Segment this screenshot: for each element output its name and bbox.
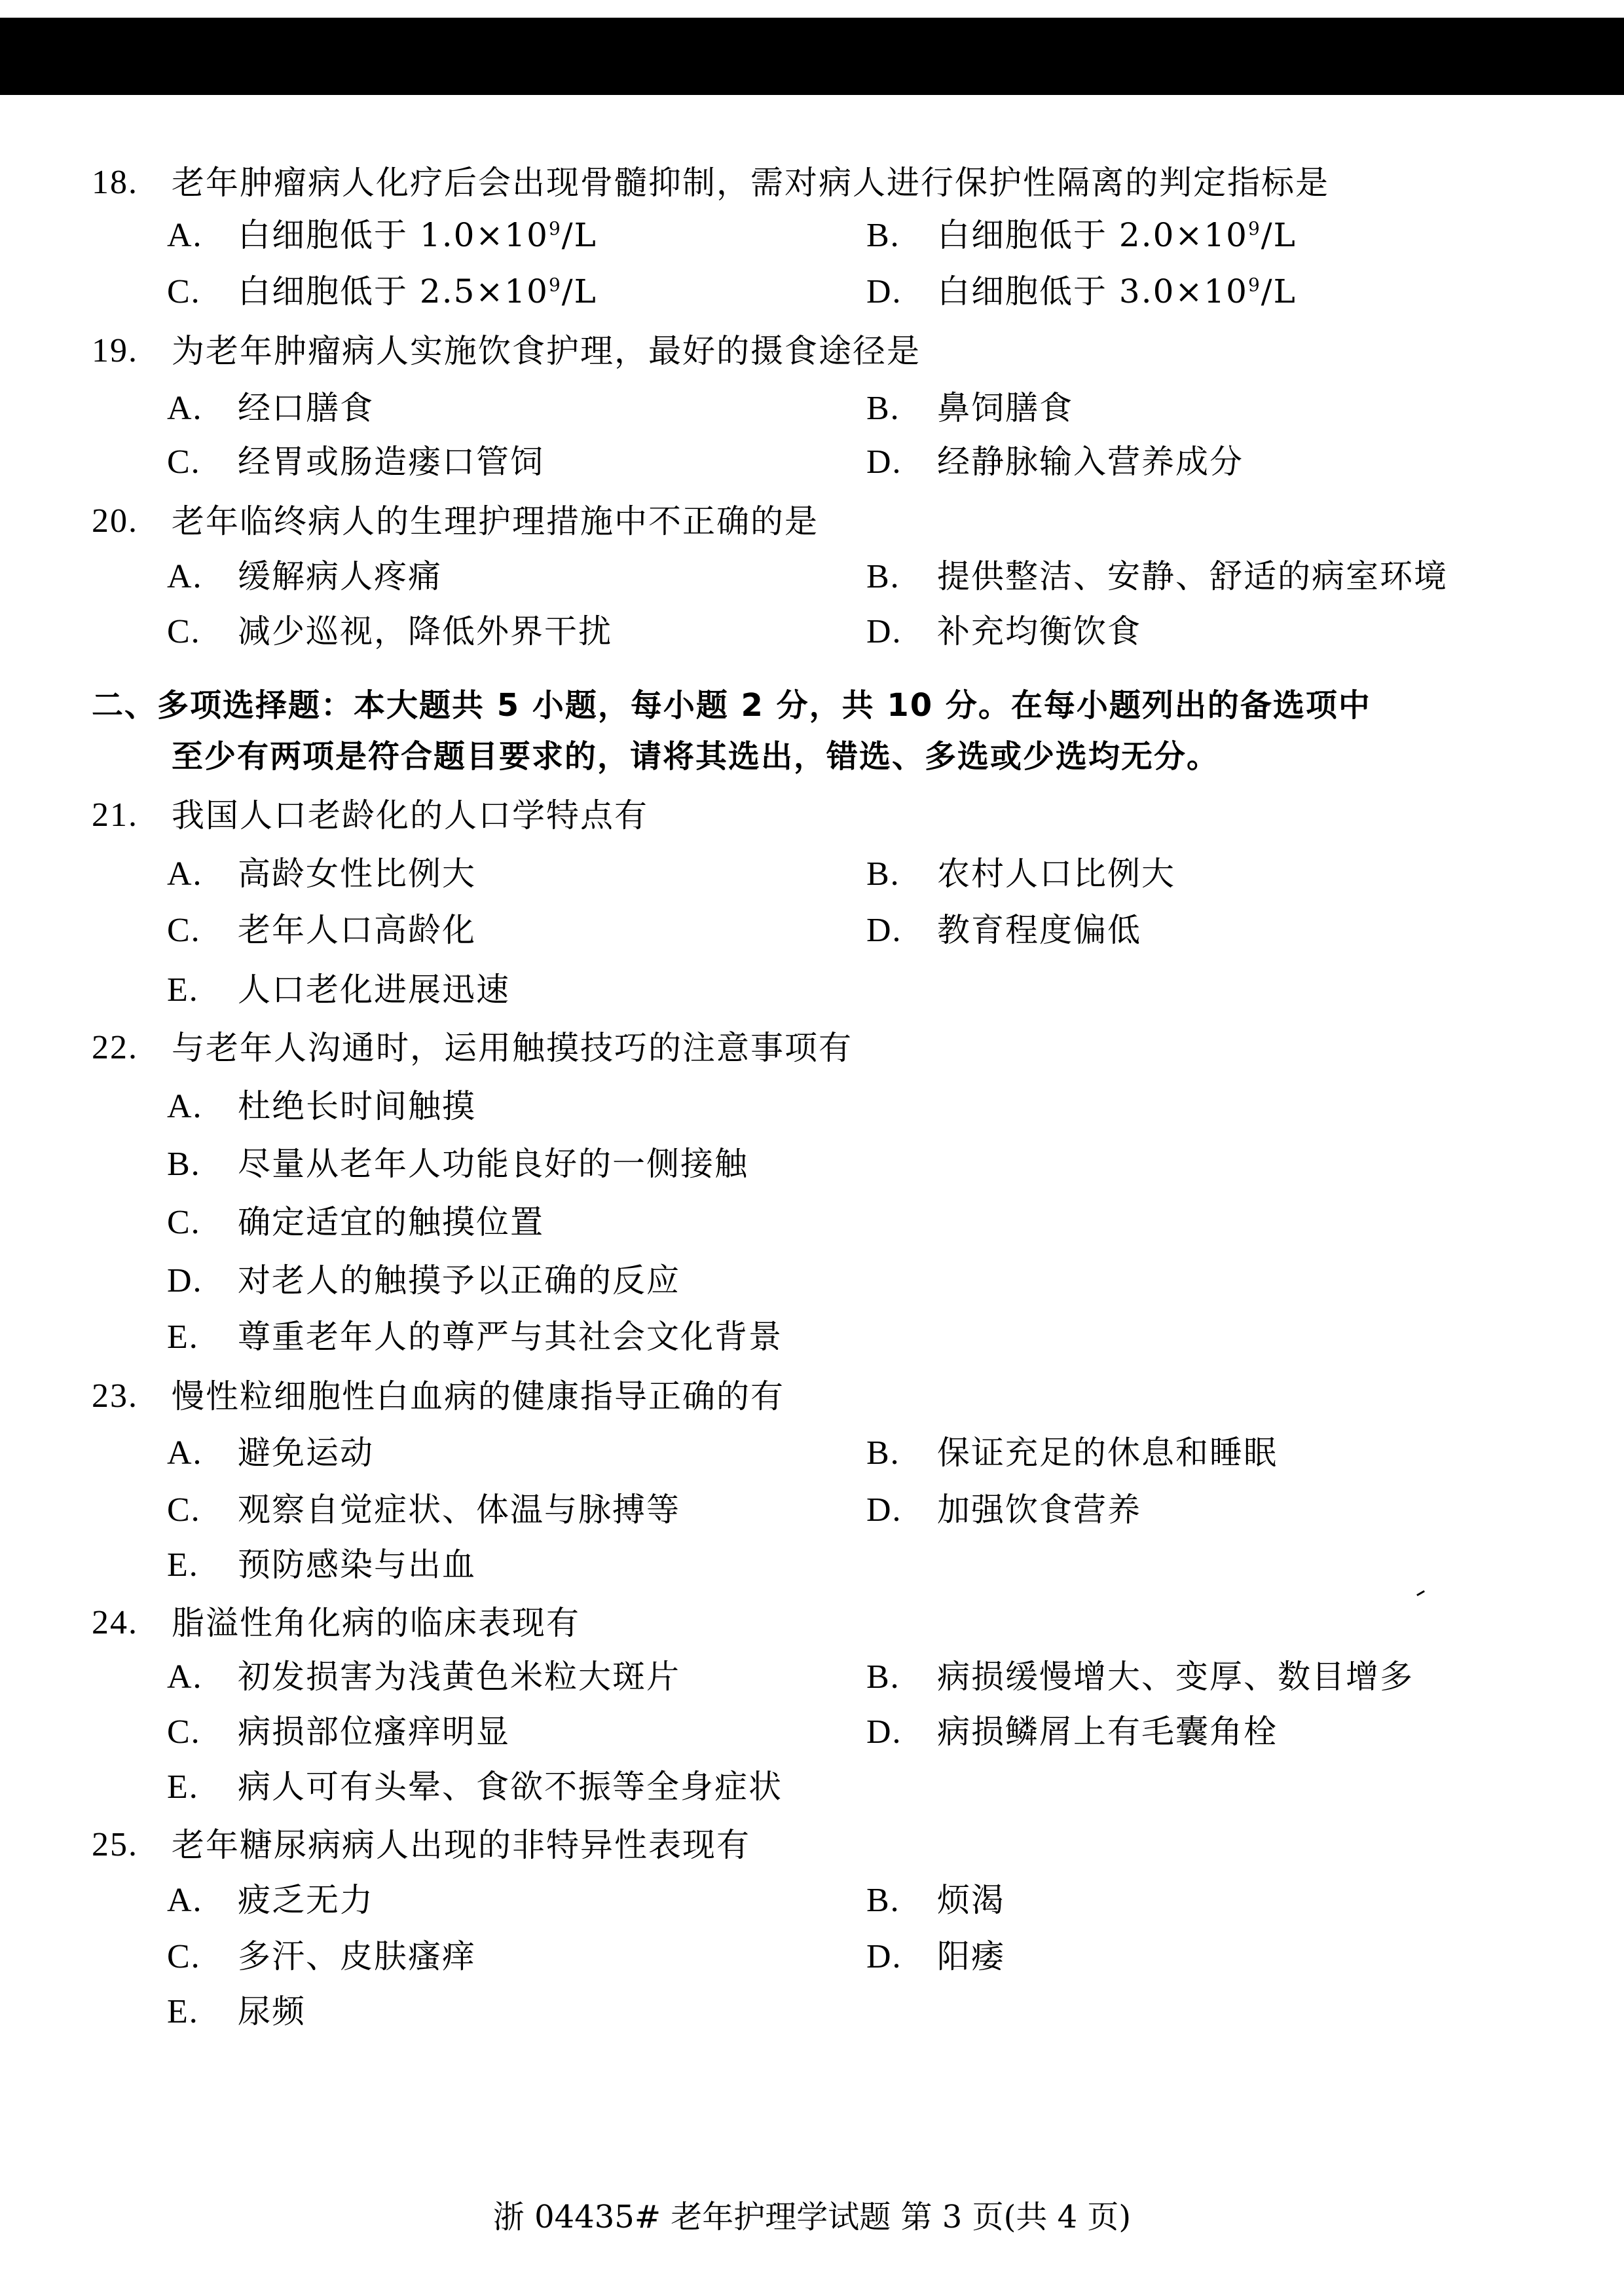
option-c — [167, 1933, 476, 1979]
option-text: 对老人的触摸予以正确的反应 — [238, 1261, 680, 1299]
exponent: 9 — [548, 217, 562, 240]
option-label: B. — [866, 1882, 900, 1919]
option-label: C. — [167, 613, 201, 650]
option-text: 病人可有头晕、食欲不振等全身症状 — [238, 1768, 783, 1806]
option-text: 烦渴 — [937, 1881, 1005, 1919]
option-text: 多汗、皮肤瘙痒 — [238, 1937, 476, 1975]
option-label: D. — [866, 1938, 902, 1975]
option-e — [167, 1764, 783, 1810]
option-text: 减少巡视，降低外界干扰 — [238, 612, 612, 650]
option-label: B. — [866, 217, 900, 254]
option-c — [167, 1199, 544, 1245]
question-22 — [0, 1025, 1624, 1071]
option-b — [866, 851, 1175, 897]
option-label: D. — [866, 273, 902, 310]
option-label: E. — [167, 971, 199, 1009]
option-b — [866, 1877, 1005, 1923]
stray-mark — [1416, 1590, 1425, 1596]
option-label: E. — [167, 1993, 199, 2030]
question-text: 我国人口老龄化的人口学特点有 — [172, 796, 648, 834]
option-d — [866, 269, 1297, 314]
unit: /L — [561, 216, 597, 254]
option-c — [167, 1487, 680, 1533]
option-text: 提供整洁、安静、舒适的病室环境 — [937, 557, 1448, 595]
option-text: 观察自觉症状、体温与脉搏等 — [238, 1491, 680, 1529]
option-a — [167, 851, 476, 897]
option-text: 经胃或肠造瘘口管饲 — [238, 443, 544, 481]
option-text: 病损鳞屑上有毛囊角栓 — [937, 1713, 1278, 1751]
question-text: 与老年人沟通时，运用触摸技巧的注意事项有 — [172, 1029, 853, 1067]
top-black-bar — [0, 18, 1624, 95]
option-text: 加强饮食营养 — [937, 1491, 1141, 1529]
option-label: D. — [167, 1262, 203, 1299]
option-label: C. — [167, 443, 201, 481]
exponent: 9 — [1247, 274, 1261, 296]
option-d — [866, 1709, 1278, 1755]
option-label: B. — [866, 1658, 900, 1696]
option-text: 尿频 — [238, 1992, 306, 2030]
option-label: B. — [866, 558, 900, 595]
option-text: 补充均衡饮食 — [937, 612, 1141, 650]
question-number: 22. — [92, 1029, 138, 1066]
option-a — [167, 212, 597, 258]
option-c — [167, 608, 612, 654]
option-text: 保证充足的休息和睡眠 — [937, 1434, 1278, 1472]
option-label: C. — [167, 1938, 201, 1975]
option-text: 尽量从老年人功能良好的一侧接触 — [238, 1145, 748, 1183]
option-label: A. — [167, 1434, 203, 1472]
option-d — [866, 1487, 1141, 1533]
option-a — [167, 1430, 374, 1476]
option-text: 尊重老年人的尊严与其社会文化背景 — [238, 1318, 783, 1356]
option-text: 教育程度偏低 — [937, 911, 1141, 949]
option-label: D. — [866, 912, 902, 949]
question-text: 脂溢性角化病的临床表现有 — [172, 1604, 580, 1642]
option-label: B. — [866, 855, 900, 893]
option-text: 疲乏无力 — [238, 1881, 374, 1919]
option-b — [866, 553, 1448, 599]
option-text: 初发损害为浅黄色米粒大斑片 — [238, 1658, 680, 1696]
option-label: D. — [866, 443, 902, 481]
question-text: 老年临终病人的生理护理措施中不正确的是 — [172, 502, 819, 540]
page-footer: 浙 04435# 老年护理学试题 第 3 页(共 4 页) — [492, 2199, 1132, 2235]
option-text: 确定适宜的触摸位置 — [238, 1203, 544, 1241]
question-21 — [0, 793, 1624, 838]
question-number: 24. — [92, 1604, 138, 1641]
option-a — [167, 1877, 374, 1923]
option-b — [866, 385, 1073, 431]
option-label: B. — [866, 390, 900, 427]
question-text: 为老年肿瘤病人实施饮食护理，最好的摄食途径是 — [172, 332, 921, 370]
option-text: 缓解病人疼痛 — [238, 557, 442, 595]
option-text: 经静脉输入营养成分 — [937, 443, 1244, 481]
option-text: 白细胞低于 2.5×10 — [238, 272, 549, 310]
question-number: 23. — [92, 1377, 138, 1415]
option-b — [167, 1141, 748, 1187]
option-a — [167, 553, 442, 599]
question-25 — [0, 1822, 1624, 1868]
option-d — [167, 1258, 680, 1303]
option-label: A. — [167, 558, 203, 595]
question-number: 18. — [92, 164, 138, 201]
section-heading-continued: 至少有两项是符合题目要求的，请将其选出，错选、多选或少选均无分。 — [172, 738, 1220, 775]
question-number: 25. — [92, 1826, 138, 1863]
option-label: A. — [167, 1658, 203, 1696]
option-label: C. — [167, 273, 201, 310]
option-label: A. — [167, 1882, 203, 1919]
question-number: 19. — [92, 332, 138, 369]
question-number: 21. — [92, 796, 138, 834]
option-text: 农村人口比例大 — [937, 855, 1175, 893]
section-heading: 二、多项选择题：本大题共 5 小题，每小题 2 分，共 10 分。在每小题列出的备选项中 — [92, 687, 1371, 724]
option-text: 阳痿 — [937, 1937, 1005, 1975]
option-text: 白细胞低于 3.0×10 — [937, 272, 1248, 310]
option-text: 病损缓慢增大、变厚、数目增多 — [937, 1658, 1414, 1696]
question-18 — [0, 160, 1624, 206]
option-text: 预防感染与出血 — [238, 1546, 476, 1584]
option-label: A. — [167, 217, 203, 254]
option-c — [167, 1709, 510, 1755]
option-label: E. — [167, 1318, 199, 1356]
option-text: 避免运动 — [238, 1434, 374, 1472]
question-23 — [0, 1373, 1624, 1419]
option-text: 白细胞低于 1.0×10 — [238, 216, 549, 254]
exponent: 9 — [548, 274, 562, 296]
option-e — [167, 1988, 306, 2034]
question-text: 老年肿瘤病人化疗后会出现骨髓抑制，需对病人进行保护性隔离的判定指标是 — [172, 164, 1329, 202]
option-label: C. — [167, 1204, 201, 1241]
option-c — [167, 907, 476, 953]
option-text: 鼻饲膳食 — [937, 389, 1073, 427]
option-label: E. — [167, 1546, 199, 1584]
option-label: A. — [167, 1088, 203, 1125]
unit: /L — [1261, 216, 1297, 254]
option-c — [167, 269, 597, 314]
option-label: D. — [866, 613, 902, 650]
option-d — [866, 439, 1244, 485]
option-label: E. — [167, 1768, 199, 1806]
question-19 — [0, 328, 1624, 374]
option-text: 老年人口高龄化 — [238, 911, 476, 949]
option-label: C. — [167, 1491, 201, 1529]
question-number: 20. — [92, 502, 138, 540]
option-label: B. — [866, 1434, 900, 1472]
question-text: 慢性粒细胞性白血病的健康指导正确的有 — [172, 1377, 784, 1415]
option-label: C. — [167, 912, 201, 949]
question-20 — [0, 498, 1624, 544]
option-text: 高龄女性比例大 — [238, 855, 476, 893]
option-label: A. — [167, 390, 203, 427]
option-d — [866, 608, 1141, 654]
option-e — [167, 1314, 783, 1360]
option-b — [866, 1654, 1414, 1700]
option-b — [866, 1430, 1278, 1476]
question-text: 老年糖尿病病人出现的非特异性表现有 — [172, 1826, 750, 1864]
option-label: D. — [866, 1713, 902, 1751]
option-d — [866, 907, 1141, 953]
option-text: 人口老化进展迅速 — [238, 971, 510, 1009]
option-e — [167, 1542, 476, 1588]
option-c — [167, 439, 544, 485]
option-e — [167, 967, 510, 1013]
unit: /L — [1261, 272, 1297, 310]
option-label: C. — [167, 1713, 201, 1751]
option-d — [866, 1933, 1005, 1979]
option-label: D. — [866, 1491, 902, 1529]
question-24 — [0, 1600, 1624, 1646]
option-b — [866, 212, 1297, 258]
option-label: B. — [167, 1146, 201, 1183]
option-text: 经口膳食 — [238, 389, 374, 427]
option-a — [167, 1083, 476, 1129]
option-a — [167, 385, 374, 431]
option-label: A. — [167, 855, 203, 893]
option-text: 杜绝长时间触摸 — [238, 1087, 476, 1125]
option-text: 白细胞低于 2.0×10 — [937, 216, 1248, 254]
exponent: 9 — [1247, 217, 1261, 240]
option-text: 病损部位瘙痒明显 — [238, 1713, 510, 1751]
unit: /L — [561, 272, 597, 310]
option-a — [167, 1654, 680, 1700]
